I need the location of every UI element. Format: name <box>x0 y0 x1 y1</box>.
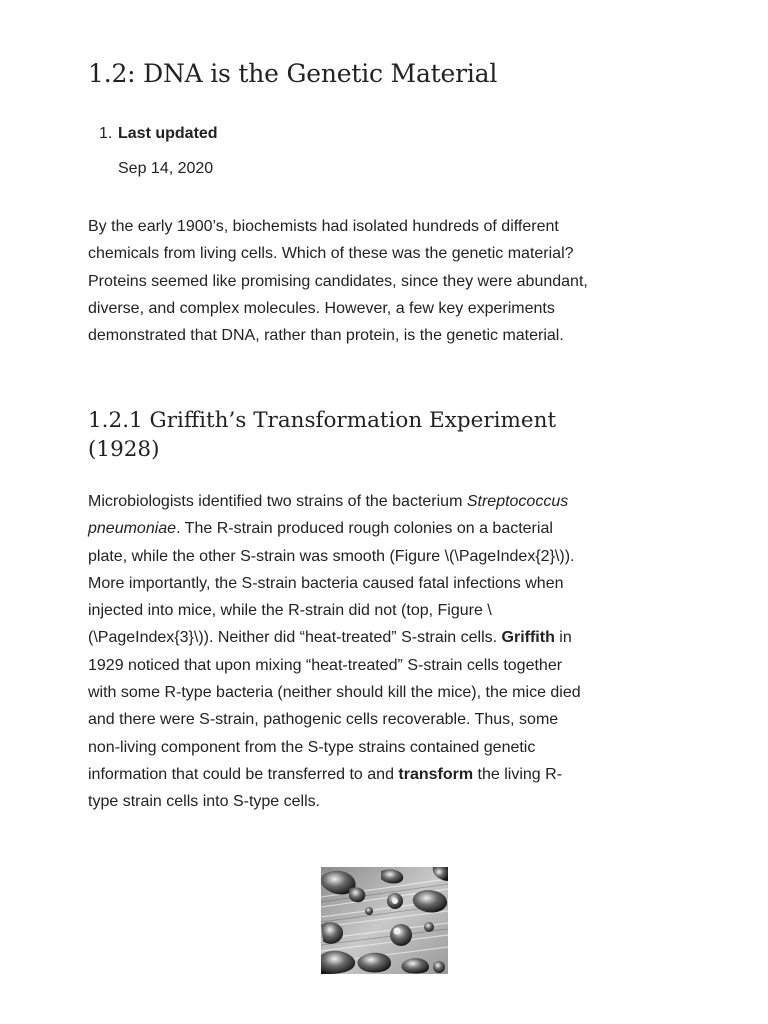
last-updated-date: Sep 14, 2020 <box>118 160 214 177</box>
list-number: 1. <box>99 125 113 142</box>
last-updated-label: Last updated <box>118 125 218 142</box>
paragraph-text: in 1929 noticed that upon mixing “heat-treated” S-strain cells together with some R-type bacteria (neither should kill the mice), the mice died and there were S-strain, pathogenic cells recoverable. Thus, some non-living component from the S-type strains contained genetic information that could be transferred to and <box>88 629 581 783</box>
griffith-name: Griffith <box>501 629 555 647</box>
griffith-paragraph <box>88 488 588 816</box>
paragraph-text: Microbiologists identified two strains of the bacterium <box>88 493 467 510</box>
bacterial-colonies-image <box>321 867 448 974</box>
paragraph-text: . The R-strain produced rough colonies on a bacterial plate, while the other S-strain was smooth (Figure \(\PageIndex{2}\)). More importantly, the S-strain bacteria caused fatal infections when injected into mice, while the R-strain did not (top, Figure \(\PageIndex{3}\)). Neither did “heat-treated” S-strain cells. <box>88 520 575 647</box>
page-title: 1.2: DNA is the Genetic Material <box>88 59 498 88</box>
species-name: Streptococcus pneumoniae <box>88 493 569 538</box>
paragraph-text: the living R-type strain cells into S-type cells. <box>88 765 563 811</box>
intro-paragraph: By the early 1900’s, biochemists had isolated hundreds of different chemicals from living cells. Which of these was the genetic material? Proteins seemed like promising candidates, since they were abundant, diverse, and complex molecules. However, a few key experiments demonstrated that DNA, rather than protein, is the genetic material. <box>88 218 588 345</box>
section-heading: 1.2.1 Griffith’s Transformation Experiment (1928) <box>88 408 557 462</box>
transform-term: transform <box>398 765 474 783</box>
